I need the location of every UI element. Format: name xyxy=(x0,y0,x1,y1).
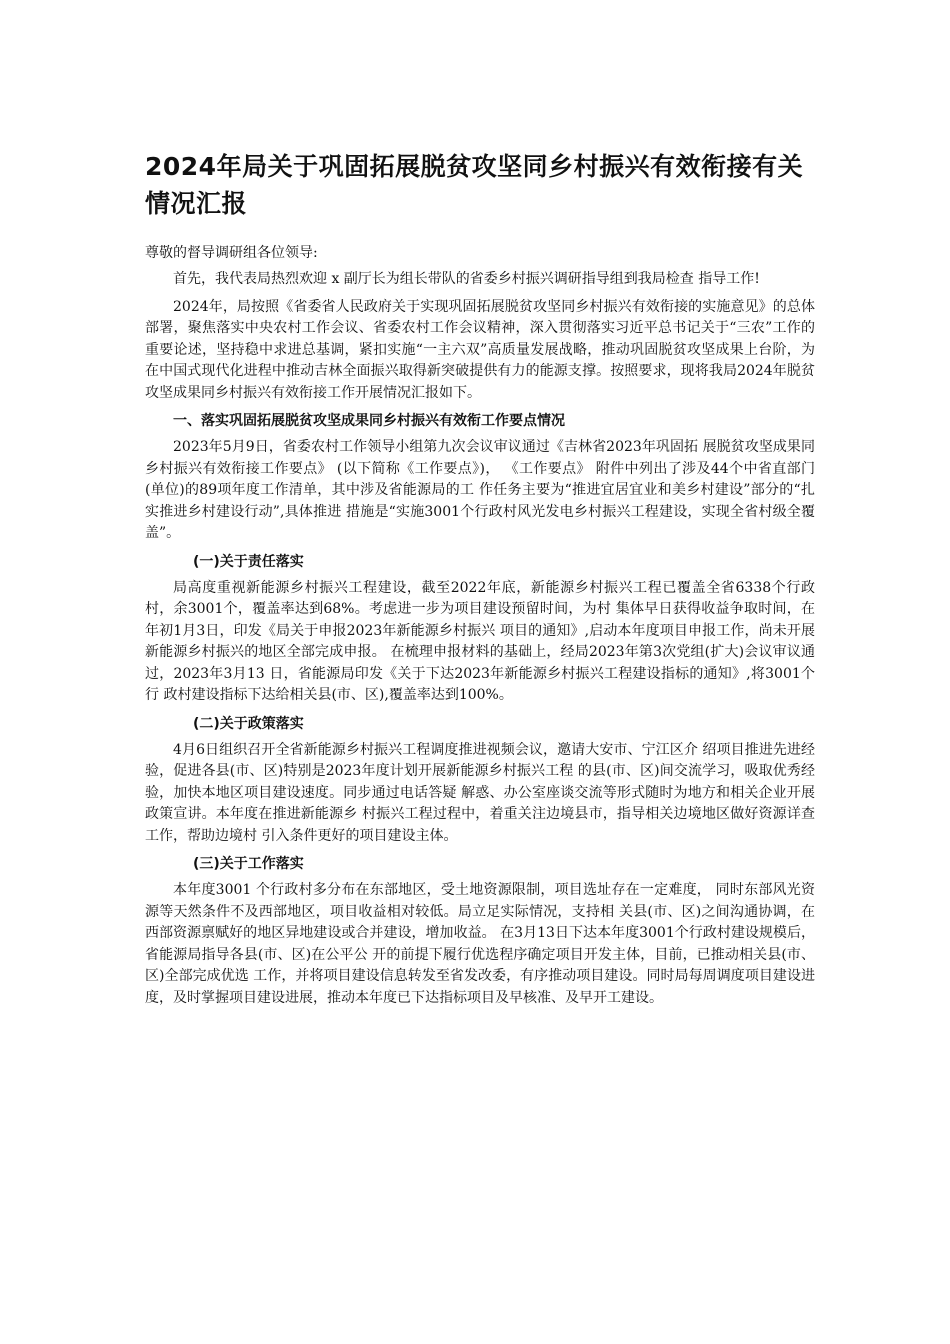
intro-paragraph-overview: 2024年，局按照《省委省人民政府关于实现巩固拓展脱贫攻坚同乡村振兴有效衔接的实施意见》的总体部署，聚焦落实中央农村工作会议、省委农村工作会议精神，深入贯彻落实习近平总书记关于“三农”工作的重要论述，坚持稳中求进总基调，紧扣实施“一主六双”高质量发展战略，推动巩固脱贫攻坚成果上台阶，为在中国式现代化进程中推动吉林全面振兴取得新突破提供有力的能源支撑。按照要求，现将我局2024年脱贫攻坚成果同乡村振兴有效衔接工作开展情况汇报如下。 xyxy=(145,298,815,401)
document-page xyxy=(145,148,815,1015)
subsection-paragraph-responsibility: 局高度重视新能源乡村振兴工程建设，截至2022年底，新能源乡村振兴工程已覆盖全省6338个行政村，余3001个，覆盖率达到68%。考虑进一步为项目建设预留时间，为村 集体早日获得收益争取时间，在年初1月3日，印发《局关于申报2023年新能源乡村振兴 项目的通知》,启动本年度项目申报工作，尚未开展新能源乡村振兴的地区全部完成申报。 在梳理申报材料的基础上，经局2023年第3次党组(扩大)会议审议通过，2023年3月13 日，省能源局印发《关于下达2023年新能源乡村振兴工程建设指标的通知》,将3001个行 政村建设指标下达给相关县(市、区),覆盖率达到100%。 xyxy=(145,579,815,703)
subsection-heading-work: (三)关于工作落实 xyxy=(193,856,304,872)
intro-paragraph-welcome: 首先，我代表局热烈欢迎 x 副厅长为组长带队的省委乡村振兴调研指导组到我局检查 指导工作! xyxy=(173,271,760,287)
subsection-heading-policy: (二)关于政策落实 xyxy=(193,715,304,732)
section-heading-1: 一、落实巩固拓展脱贫攻坚成果同乡村振兴有效衔工作要点情况 xyxy=(173,413,565,429)
section-1-paragraph: 2023年5月9日，省委农村工作领导小组第九次会议审议通过《吉林省2023年巩固拓 展脱贫攻坚成果同乡村振兴有效衔接工作要点》 (以下简称《工作要点》)， 《工作要点》 附件中列出了涉及44个中省直部门(单位)的89项年度工作清单，其中涉及省能源局的工 作任务主要为“推进宜居宜业和美乡村建设”部分的“扎实推进乡村建设行动”,具体推进 措施是“实施3001个行政村风光发电乡村振兴工程建设，实现全省村级全覆盖”。 xyxy=(145,439,815,541)
salutation: 尊敬的督导调研组各位领导: xyxy=(145,245,318,261)
subsection-paragraph-policy: 4月6日组织召开全省新能源乡村振兴工程调度推进视频会议，邀请大安市、宁江区介 绍项目推进先进经验，促进各县(市、区)特别是2023年度计划开展新能源乡村振兴工程 的县(市、区)间交流学习，吸取优秀经验，加快本地区项目建设速度。同步通过电话答疑 解惑、办公室座谈交流等形式随时为地方和相关企业开展政策宣讲。本年度在推进新能源乡 村振兴工程过程中，着重关注边境县市，指导相关边境地区做好资源详查工作，帮助边境村 引入条件更好的项目建设主体。 xyxy=(145,741,815,844)
subsection-heading-responsibility: (一)关于责任落实 xyxy=(193,553,304,570)
subsection-paragraph-work: 本年度3001 个行政村多分布在东部地区，受土地资源限制，项目选址存在一定难度， 同时东部风光资源等天然条件不及西部地区，项目收益相对较低。局立足实际情况，支持相 关县(市、区)之间沟通协调，在西部资源禀赋好的地区异地建设或合并建设，增加收益。 在3月13日下达本年度3001个行政村建设规模后，省能源局指导各县(市、区)在公平公 开的前提下履行优选程序确定项目开发主体，目前，已推动相关县(市、区)全部完成优选 工作，并将项目建设信息转发至省发改委，有序推动项目建设。同时局每周调度项目建设进 度，及时掌握项目建设进展，推动本年度已下达指标项目及早核准、及早开工建设。 xyxy=(145,882,815,1006)
document-title: 2024年局关于巩固拓展脱贫攻坚同乡村振兴有效衔接有关情况汇报 xyxy=(145,152,804,218)
